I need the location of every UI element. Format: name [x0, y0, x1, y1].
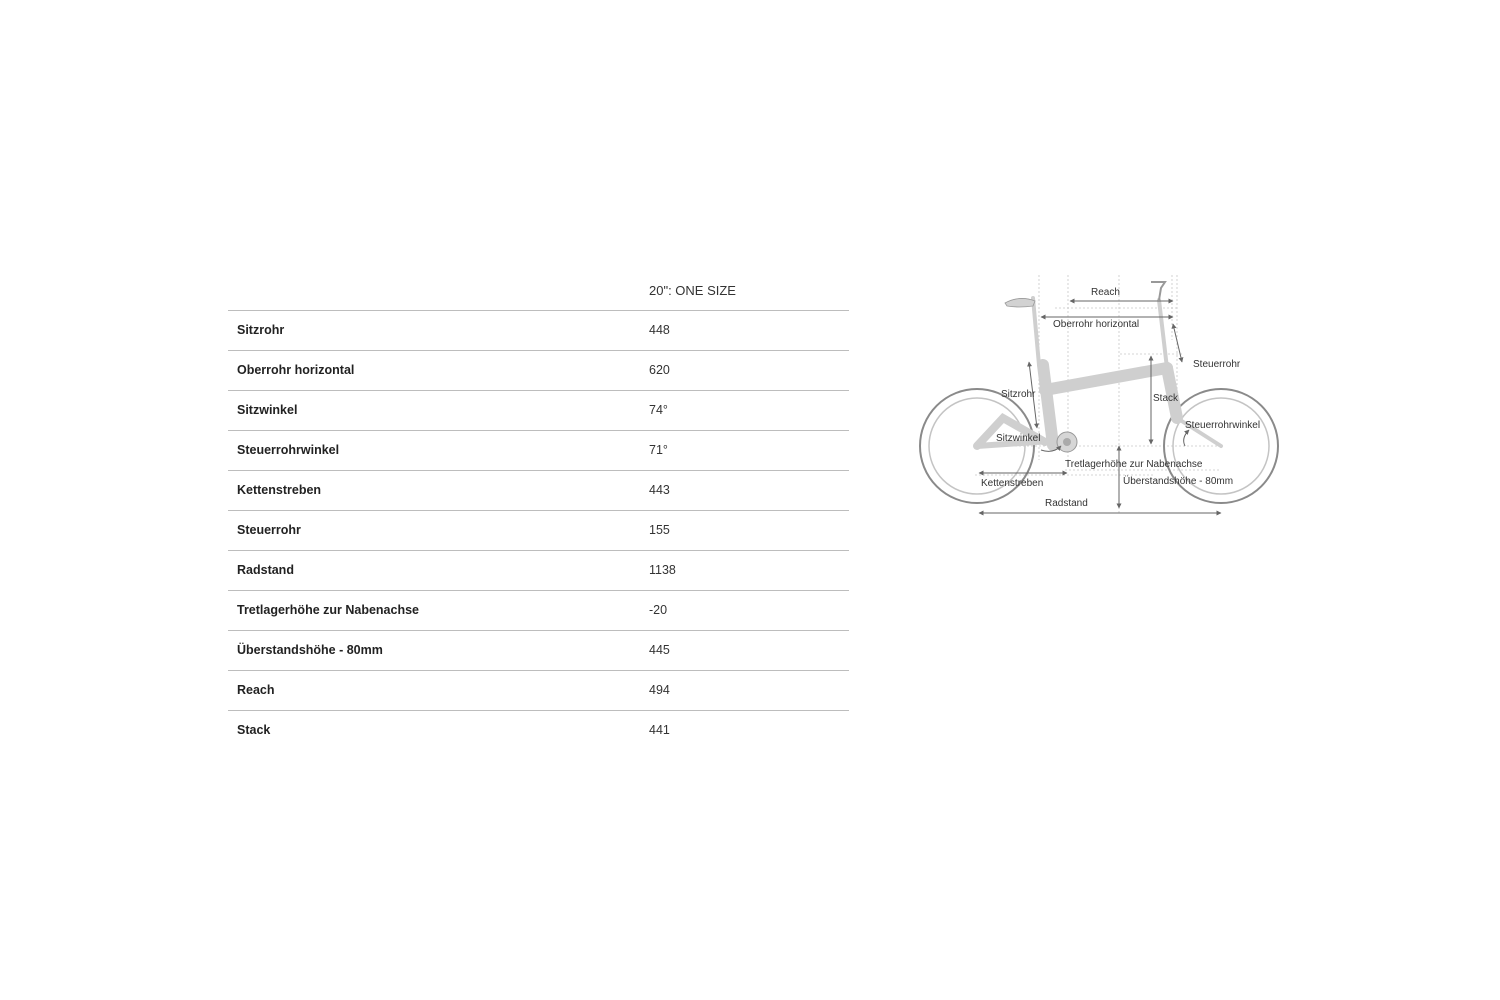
row-value: 445 — [649, 643, 670, 657]
table-row — [228, 391, 849, 431]
motor-hub-icon — [1063, 438, 1071, 446]
label-reach: Reach — [1091, 287, 1120, 298]
label-kettenstreben: Kettenstreben — [981, 478, 1044, 489]
size-header: 20": ONE SIZE — [649, 283, 736, 298]
table-row — [228, 431, 849, 471]
row-label: Oberrohr horizontal — [237, 363, 355, 377]
handlebar-icon — [1151, 282, 1165, 300]
row-label: Sitzwinkel — [237, 403, 298, 417]
table-row — [228, 511, 849, 551]
label-steuerrohrwinkel: Steuerrohrwinkel — [1185, 420, 1261, 431]
label-ueberstand: Überstandshöhe - 80mm — [1123, 476, 1234, 487]
row-label: Radstand — [237, 563, 294, 577]
row-label: Steuerrohr — [237, 523, 301, 537]
row-value: 620 — [649, 363, 670, 377]
row-value: 448 — [649, 323, 670, 337]
label-sitzwinkel: Sitzwinkel — [996, 433, 1041, 444]
label-oberrohr: Oberrohr horizontal — [1053, 319, 1140, 330]
row-value: 443 — [649, 483, 670, 497]
bike-geometry-diagram — [915, 270, 1285, 520]
row-value: 441 — [649, 723, 670, 737]
row-value: 1138 — [649, 563, 676, 577]
table-row — [228, 551, 849, 591]
label-radstand: Radstand — [1045, 498, 1088, 509]
row-label: Überstandshöhe - 80mm — [237, 643, 383, 657]
row-value: 494 — [649, 683, 670, 697]
label-tretlager: Tretlagerhöhe zur Nabenachse — [1065, 459, 1203, 470]
table-row — [228, 311, 849, 351]
row-label: Stack — [237, 723, 271, 737]
label-stack: Stack — [1153, 393, 1179, 404]
row-label: Sitzrohr — [237, 323, 285, 337]
table-row — [228, 711, 849, 750]
bike-geometry-svg — [915, 270, 1285, 520]
table-row — [228, 351, 849, 391]
row-value: -20 — [649, 603, 668, 617]
geometry-table — [228, 271, 849, 750]
table-row — [228, 471, 849, 511]
label-sitzrohr: Sitzrohr — [1001, 389, 1036, 400]
row-label: Tretlagerhöhe zur Nabenachse — [237, 603, 420, 617]
row-value: 155 — [649, 523, 670, 537]
row-value: 74° — [649, 403, 668, 417]
saddle-icon — [1005, 298, 1035, 307]
label-steuerrohr: Steuerrohr — [1193, 359, 1241, 370]
row-label: Kettenstreben — [237, 483, 322, 497]
table-header — [228, 271, 849, 311]
table-row — [228, 631, 849, 671]
table-row — [228, 671, 849, 711]
row-value: 71° — [649, 443, 668, 457]
table-row — [228, 591, 849, 631]
row-label: Reach — [237, 683, 275, 697]
row-label: Steuerrohrwinkel — [237, 443, 340, 457]
